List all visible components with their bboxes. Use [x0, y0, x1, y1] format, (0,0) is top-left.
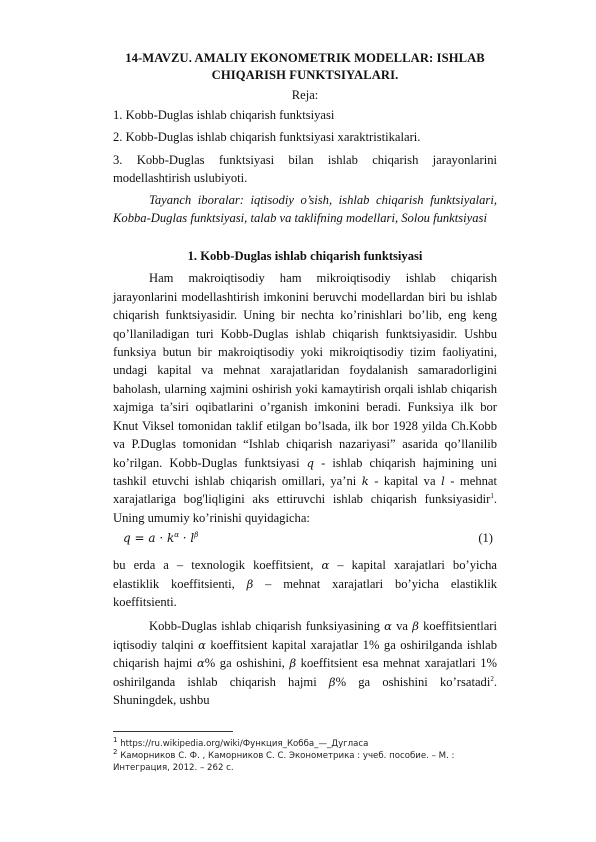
plan-item: 3. Kobb-Duglas funktsiyasi bilan ishlab chiqarish jarayonlarini modellashtirish uslubiyoti. [113, 152, 497, 186]
math-symbol: k [361, 473, 369, 488]
paragraph-text: - kapital va [374, 473, 436, 488]
math-symbol: β [289, 656, 297, 671]
math-symbol: q [306, 455, 315, 470]
paragraph-text: koeffitsientlari iqtisodiy talqini [113, 619, 498, 652]
paragraph-text: – mehnat xarajatlari bo’yicha elastiklik koeffitsienti. [113, 576, 497, 609]
paragraph-text: - ishlab chiqarish hajmining uni tashkil etuvchi ishlab chiqarish omillari, ya’ni [113, 455, 497, 488]
paragraph-text: - mehnat xarajatlariga bog'liqligini aks ettiruvchi ishlab chiqarish funksiyasidir [113, 473, 498, 507]
paragraph-text: va [396, 619, 408, 634]
page-title: 14-MAVZU. AMALIY EKONOMETRIK MODELLAR: ISHLAB CHIQARISH FUNKTSIYALARI. [125, 51, 485, 82]
paragraph-text: % ga oshishini ko’rsatadi [335, 674, 491, 689]
footnote-ref[interactable]: 1 [490, 492, 494, 501]
paragraph-text: Ham makroiqtisodiy ham mikroiqtisodiy ishlab chiqarish jarayonlarini modellashtirish imkonini beruvchi modellardan biri bu ishlab chiqarish funktsiyasidir. Uning bir nechta ko’rinishlari bo’lib, eng keng qo’llaniladigan turi Kobb-Duglas ishlab chiqarish funktsiyasidir. Ushbu funksiya butun bir makroiqtisodiy yoki mikroiqtisodiy tizim faoliyatini, undagi kapital va mehnat xarajatlaridan foydalanish samaradorligini baholash, ularning xajmini oshirish yoki kamaytirish orqali ishlab chiqarish xajmiga ta’siri oqibatlarini o’rganish imkonini beradi. Funksiya ilk bor Knut Viksel tomonidan taklif etilgan bo’lsada, ilk bor 1928 yilda Ch.Kobb va P.Duglas tomonidan “Ishlab chiqarish nazariyasi” asarida qo’llanilib ko’rilgan. Kobb-Duglas funktsiyasi [113, 271, 497, 470]
paragraph-text: bu erda a – texnologik koeffitsient, [113, 558, 314, 573]
paragraph [113, 556, 497, 611]
footnote-text: Каморников С. Ф. , Каморников С. С. Эконометрика : учеб. пособие. – М. : Интеграция, 2012. – 262 с. [113, 751, 455, 773]
math-symbol: α [321, 558, 330, 573]
footnotes [113, 738, 497, 774]
paragraph-text: % ga oshishini, [204, 656, 285, 671]
plan-item: 2. Kobb-Duglas ishlab chiqarish funktsiyasi xaraktristikalari. [113, 130, 421, 145]
paragraph-text: Kobb-Duglas ishlab chiqarish funksiyasining [149, 619, 380, 634]
math-symbol: α [384, 619, 392, 634]
math-symbol: α [198, 637, 206, 652]
footnote [113, 750, 497, 774]
paragraph-text: koeffitsient esa mehnat xarajatlari 1% oshirilganda ishlab chiqarish hajmi [113, 656, 497, 689]
paragraph-text: – kapital xarajatlari bo’yicha elastiklik koeffitsienti, [113, 558, 497, 591]
paragraph-text: . Uning umumiy ko’rinishi quyidagicha: [113, 492, 497, 525]
keywords: Tayanch iboralar: iqtisodiy o’sish, ishlab chiqarish funktsiyalari, Kobba-Duglas funktsiyasi, talab va taklifning modellari, Solou funktsiyasi [113, 192, 497, 226]
math-symbol: β [328, 674, 336, 689]
plan-item: 1. Kobb-Duglas ishlab chiqarish funktsiyasi [113, 108, 335, 122]
footnote [113, 738, 497, 750]
paragraph [113, 617, 497, 709]
footnote-number: 1 [113, 736, 118, 745]
paragraph-text: . Shuningdek, ushbu [113, 674, 497, 707]
footnote-divider [113, 731, 233, 732]
document-page [113, 50, 497, 709]
paragraph [113, 269, 497, 527]
paragraph-text: koeffitsient kapital xarajatlar 1% ga oshirilganda ishlab chiqarish hajmi [113, 637, 498, 671]
footnote-number: 2 [113, 748, 118, 757]
footnote-link[interactable]: https://ru.wikipedia.org/wiki/Функция_Кобба_—_Дугласа [117, 739, 369, 749]
plan-label: Reja: [291, 88, 319, 102]
math-symbol: l [441, 473, 445, 488]
formula-number: (1) [478, 531, 493, 546]
math-symbol: α [196, 656, 205, 671]
formula-expression: $q = a \cdot k^\alpha \cdot l^\beta$ [123, 531, 199, 546]
math-symbol: β [412, 619, 419, 634]
math-symbol: β [246, 576, 254, 591]
footnote-ref[interactable]: 2 [490, 674, 494, 683]
formula [113, 530, 497, 552]
section-heading: 1. Kobb-Duglas ishlab chiqarish funktsiyasi [187, 249, 423, 264]
